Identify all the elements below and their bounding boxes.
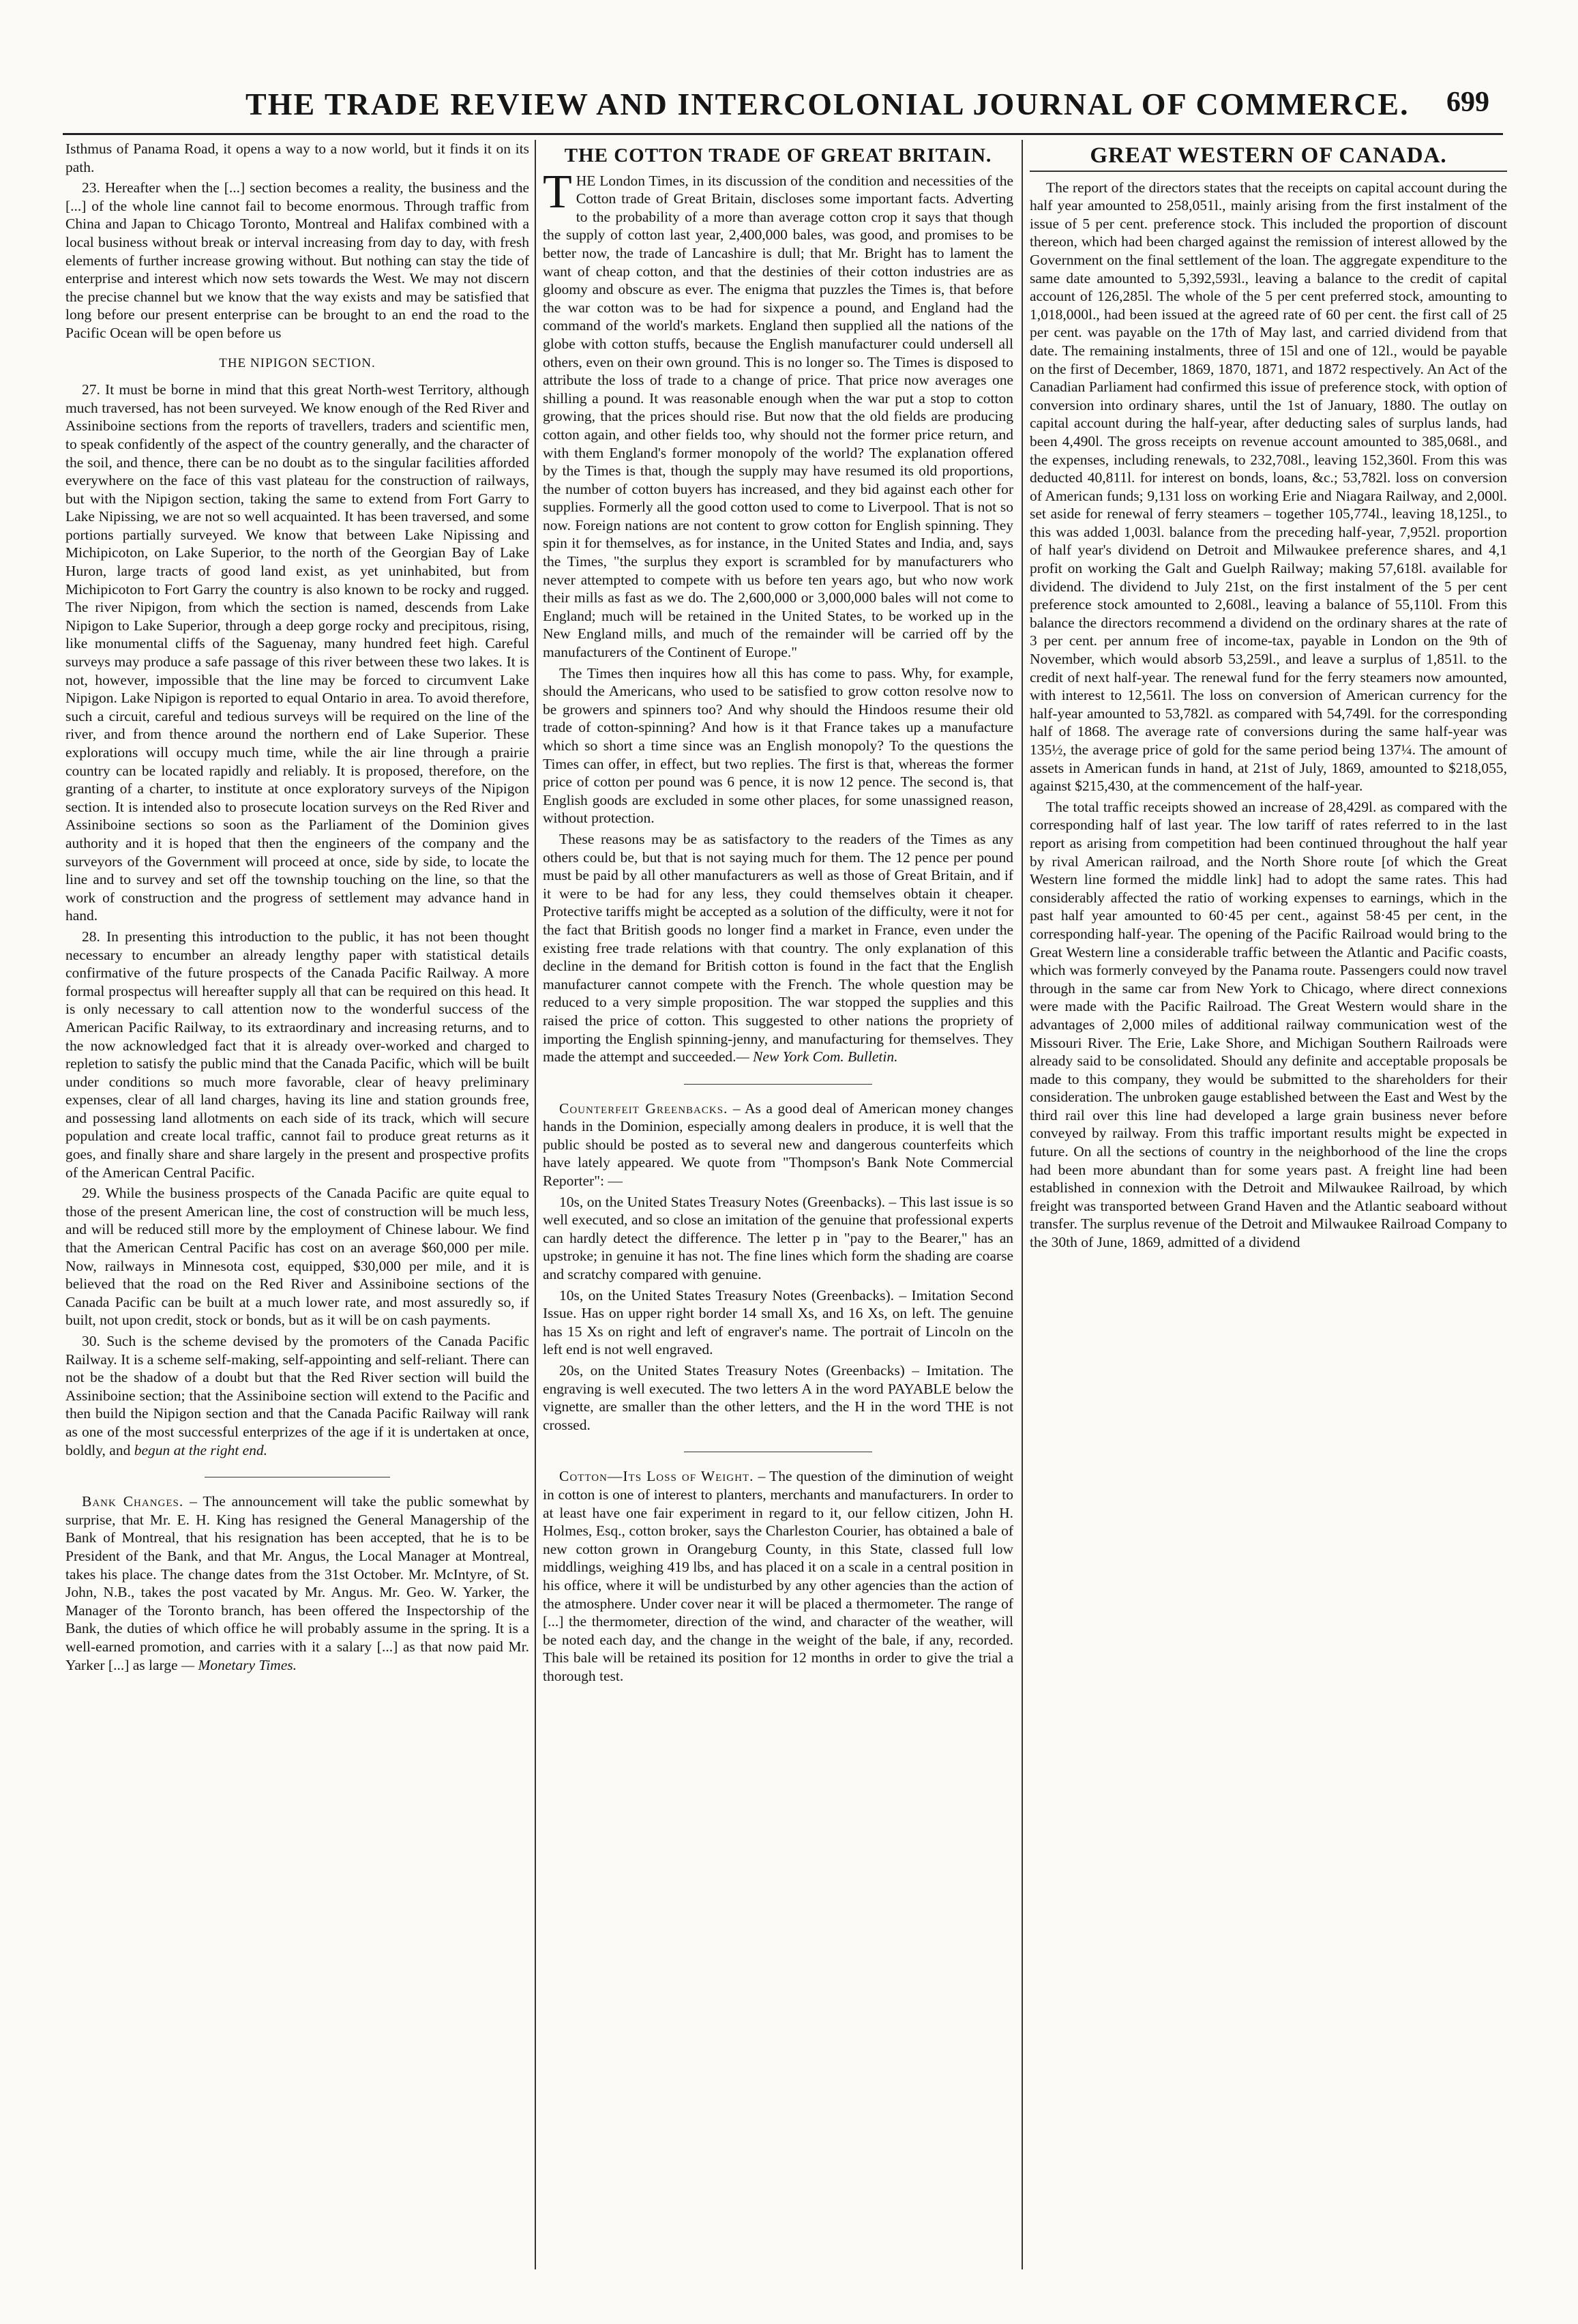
article-text: – As a good deal of American money changes hands in the Dominion, especially among dealers in produce, it is well that the public should be posted as to several new and dangerous counterfeits which have lately appeared. We quote from "Thompson's Bank Note Commercial Reporter": —: [543, 1100, 1013, 1190]
journal-title: THE TRADE REVIEW AND INTERCOLONIAL JOURNAL OF COMMERCE.: [245, 87, 1410, 121]
paragraph: The report of the directors states that the receipts on capital account during the half year amounted to 258,051l., mainly arising from the first instalment of the issue of 5 per cent. preference stock. This included the proportion of discount thereon, which had been charged against the remission of interest allowed by the Government on the final settlement of the loan. The aggregate expenditure to the same date amounted to 5,392,593l., leaving a balance to the credit of capital account of 126,285l. The whole of the 5 per cent preferred stock, amounting to 1,018,000l., had been issued at the agreed rate of 60 per cent. the first call of 25 per cent. was payable on the 17th of May last, and carried dividend from that date. The remaining instalments, three of 15l and one of 12l., would be payable on the first of December, 1869, 1870, 1871, and 1872 respectively. An Act of the Canadian Parliament had confirmed this issue of preference stock, with option of conversion into ordinary shares, until the 1st of January, 1880. The outlay on capital account during the half-year, after deducting sales of surplus lands, had been 4,490l. The gross receipts on revenue account amounted to 385,068l., and the expenses, including renewals, to 232,708l., leaving 152,360l. From this was deducted 40,811l. for interest on bonds, loans, &c.; 53,782l. loss on conversion of American funds; 9,131 loss on working Erie and Niagara Railway, and 2,000l. set aside for renewal of ferry steamers – together 105,774l., leaving 18,125l., to this was added 1,003l. balance from the preceding half-year, 7,952l. proportion of half year's dividend on Detroit and Milwaukee preference shares, and 4,1 profit on working the Galt and Guelph Railway; making 57,618l. available for dividend. The dividend to July 21st, on the first instalment of the 5 per cent preference stock amounted to 2,608l., leaving a balance of 55,110l. From this balance the directors recommend a dividend on the ordinary shares at the rate of 3 per cent. per annum free of income-tax, payable in London on the 9th of November, which would absorb 53,259l., and leave a surplus of 1,851l. to the credit of next half-year. The renewal fund for the ferry steamers now amounted, with interest to 12,561l. The loss on conversion of American currency for the half-year amounted to 53,782l. as compared with 54,749l. for the corresponding half of 1868. The average rate of conversions during the same half-year was 135½, the average price of gold for the same period being 137¼. The amount of assets in American funds in hand, at 21st of July, 1869, amounted to $218,055, against $215,430, at the commencement of the half-year.: [1030, 179, 1507, 795]
article-source: — New York Com. Bulletin.: [736, 1048, 898, 1065]
paragraph-text: HE London Times, in its discussion of the condition and necessities of the Cotton trade of Great Britain, discloses some important facts. Adverting to the probability of a more than average cotton crop it says that though the supply of cotton last year, 2,400,000 bales, was good, and promises to be better now, the trade of Lancashire is dull; that Mr. Bright has to lament the want of cheap cotton, and that the destinies of their cotton industries are as gloomy and obscure as ever. The enigma that puzzles the Times is, that before the war cotton was to be had for sixpence a pound, and England had the command of the world's markets. England then supplied all the nations of the globe with cotton stuffs, because the English manufacturer could undersell all others, even on their own ground. This is no longer so. The Times is disposed to attribute the loss of trade to a change of price. That price now averages one shilling a pound. It was reasonable enough when the war put a stop to cotton growing, that the prices should rise. But now that the old fields are producing cotton again, and other fields too, why should not the former price return, and with them England's former monopoly of the world? The explanation offered by the Times is that, though the supply may have resumed its old proportions, the number of cotton buyers has increased, and they bid against each other for supplies. Formerly all the good cotton used to come to Liverpool. That is not so now. Foreign nations are not content to grow cotton for English spinning. They spin it for themselves, as for instance, in the United States and India, and, says the Times, "the surplus they export is scrambled for by manufacturers who never attempted to compete with us before ten years ago, but who now work their mills as fast as we do. The 2,600,000 or 3,000,000 bales will not come to England; much will be retained in the United States, to be worked up in the New England mills, and much of the remainder will be carried off by the manufacturers of the Continent of Europe.": [543, 172, 1013, 661]
paragraph: The total traffic receipts showed an increase of 28,429l. as compared with the corresponding half of last year. The low tariff of rates referred to in the last report as arising from competition had been continued throughout the half year by rival American railroad, and the North Shore route [of which the Great Western line formed the middle link] had to adopt the same rates. This had considerably affected the ratio of working expenses to earnings, which in the past half year amounted to 60·45 per cent., against 58·45 per cent, in the corresponding half-year. The opening of the Pacific Railroad would bring to the Great Western line a considerable traffic between the Atlantic and Pacific coasts, which was formerly conveyed by the Panama route. Passengers could now travel through in the same car from New York to Chicago, where direct connexions were made with the Pacific Railroad. The Great Western would share in the advantages of 2,000 miles of additional railway communication west of the Missouri River. The Erie, Lake Shore, and Michigan Southern Railroads were already said to be consolidated. Should any definite and acceptable proposals be made to this company, they would be submitted to the shareholders for their consideration. The unbroken gauge established between the East and West by the third rail over this line had developed a large grain business never before conveyed by railway. From this traffic important results might be expected in future. On all the sections of country in the neighborhood of the line the crops had been more abundant than for some years past. A freight line had been established in connexion with the Detroit and Milwaukee Railroad, by which freight was transported between Grand Haven and the Atlantic seaboard without transfer. The surplus revenue of the Detroit and Milwaukee Railroad Company to the 30th of June, 1869, admitted of a dividend: [1030, 798, 1507, 1251]
paragraph: [543, 830, 1013, 1066]
article-text: – The question of the diminution of weight in cotton is one of interest to planters, merchants and manufacturers. In order to at least have one fair experiment in regard to it, our fellow citizen, John H. Holmes, Esq., cotton broker, says the Charleston Courier, has obtained a bale of new cotton grown in Orangeburg County, in this State, classed full low middlings, weighing 419 lbs, and has placed it on a scale in a central position in his office, where it will be undisturbed by any other agencies than the action of the atmosphere. Under cover near it will be placed a thermometer. The range of [...] the thermometer, direction of the wind, and character of the weather, will be noted each day, and the change in the weight of the bale, if any, recorded. This bale will be retained its position for 12 months in order to give the trial a thorough test.: [543, 1468, 1013, 1684]
paragraph: [543, 165, 1013, 662]
emphasis-text: begun at the right end.: [134, 1441, 267, 1458]
cotton-weight-article: [543, 1467, 1013, 1685]
column-1: [65, 140, 529, 2269]
column-2: [543, 140, 1013, 2269]
paragraph: 23. Hereafter when the [...] section becomes a reality, the business and the [...] of the whole line cannot fail to become enormous. Through traffic from China and Japan to Chicago Toronto, Montreal and Halifax combined with a local business without break or interval increasing from day to day, with fresh elements of further increase growing without. But nothing can stay the tide of enterprise and interest which now sets towards the West. We may not discern the precise channel but we know that the way exists and may be satisfied that long before our present enterprise can be brought to an end the road to the Pacific Ocean will be open before us: [65, 179, 529, 341]
paragraph: 27. It must be borne in mind that this great North-west Territory, although much traversed, has not been surveyed. We know enough of the Red River and Assiniboine sections from the reports of travellers, traders and scientific men, to speak confidently of the aspect of the country generally, and the character of the soil, and thence, there can be no doubt as to the singular facilities afforded everywhere on the face of this vast plateau for the construction of railways, but with the Nipigon section, taking the same to extend from Fort Garry to Lake Nipissing, we are not so well acquainted. It has been traversed, and some portions partially surveyed. We know that between Lake Nipissing and Michipicoton, on Lake Superior, to the north of the Georgian Bay of Lake Huron, large tracts of good land exist, as yet uninhabited, but from Michipicoton to Fort Garry the country is also known to be rocky and rugged. The river Nipigon, from which the section is named, descends from Lake Nipigon to Lake Superior, through a deep gorge rocky and precipitous, rising, like monumental cliffs of the Saguenay, many hundred feet high. Careful surveys may produce a safe passage of this river between these two lakes. It is not, however, impossible that the line may be forced to circumvent Lake Nipigon. Lake Nipigon is reported to equal Ontario in area. To avoid therefore, such a circuit, careful and tedious surveys will be required on the line of the river, and from thence around the northern end of Lake Superior. These explorations will occupy much time, while the air line through a prairie country can be located rapidly and reliably. It is proposed, therefore, on the granting of a charter, to institute at once exploratory surveys of the Nipigon section. It is intended also to prosecute location surveys on the Red River and Assiniboine sections so soon as the Parliament of the Dominion gives authority and it is hoped that then the engineers of the company and the surveyors of the Government will proceed at once, side by side, to locate the line and to survey and set off the township touching on the line, so that the work of construction and the progress of settlement may advance hand in hand.: [65, 381, 529, 924]
column-3: [1030, 140, 1507, 2269]
paragraph: 20s, on the United States Treasury Notes (Greenbacks) – Imitation. The engraving is well executed. The two letters A in the word PAYABLE below the vignette, are smaller than the other letters, and the H in the word THE is not crossed.: [543, 1362, 1013, 1433]
section-heading-nipigon: THE NIPIGON SECTION.: [219, 355, 376, 370]
article-lead: Cotton—Its Loss of Weight.: [559, 1468, 754, 1485]
article-text: – The announcement will take the public somewhat by surprise, that Mr. E. H. King has resigned the General Managership of the Bank of Montreal, that his resignation has been accepted, that he is to be President of the Bank, and that Mr. Angus, the Local Manager at Montreal, takes his place. The change dates from the 31st October. Mr. McIntyre, of St. John, N.B., takes the post vacated by Mr. Angus. Mr. Geo. W. Yarker, the Manager of the Toronto branch, has been offered the Inspectorship of the Bank, the duties of which office he will probably assume in the spring. It is a well-earned promotion, and carries with it a salary [...] as that now paid Mr. Yarker [...] as large: [65, 1493, 529, 1673]
paragraph: Isthmus of Panama Road, it opens a way to a now world, but it finds it on its path.: [65, 141, 529, 175]
page-number: 699: [1446, 87, 1489, 118]
paragraph: 29. While the business prospects of the Canada Pacific are quite equal to those of the present American line, the cost of construction will be much less, and will be reduced still more by the employment of Chinese labour. We find that the American Central Pacific has cost on an average $60,000 per mile. Now, railways in Minnesota cost, equipped, $30,000 per mile, and it is believed that the road on the Red River and Assiniboine sections of the Canada Pacific can be built at a much lower rate, and most assuredly so, if built, not upon credit, stock or bonds, but as it will be on cash payments.: [65, 1185, 529, 1329]
article-lead: Counterfeit Greenbacks.: [559, 1100, 728, 1117]
paragraph: 28. In presenting this introduction to the public, it has not been thought necessary to encumber an already lengthy paper with statistical details confirmative of the future prospects of the Canada Pacific Railway. A more formal prospectus will hereafter supply all that can be required on this head. It is only necessary to call attention now to the wonderful success of the American Pacific Railway, to its extraordinary and increasing returns, and to the now acknowledged fact that it is already over-worked and charged to repletion to satisfy the public mind that the Canada Pacific, which will be built under conditions so much more favorable, clear of heavy preliminary expenses, clear of all land charges, having its line and station grounds free, and possessing land allotments on each side of its track, which will secure population and create local traffic, cannot fail to produce great returns as it goes, and finally share and share largely in the present and prospective profits of the American Central Pacific.: [65, 928, 529, 1181]
paragraph-text: These reasons may be as satisfactory to the readers of the Times as any others could be, but that is not saying much for them. The 12 pence per pound must be paid by all other manufacturers as well as those of Great Britain, and if it were to be had for any less, they could themselves obtain it cheaper. Protective tariffs might be accepted as a solution of the difficulty, were it not for the fact that British goods no longer find a market in France, even under the existing free trade relations with that country. The only explanation of this decline in the demand for British cotton is found in the fact that the English manufacturer cannot compete with the French. The whole question may be reduced to a very simple proposition. The war stopped the supplies and this raised the price of cotton. This suggested to other nations the propriety of importing the English spinning-jenny, and manufacturing for themselves. They made the attempt and succeeded.: [543, 830, 1013, 1065]
paragraph: 10s, on the United States Treasury Notes (Greenbacks). – Imitation Second Issue. Has on upper right border 14 small Xs, and 16 Xs, on left. The genuine has 15 Xs on right and left of engraver's name. The portrait of Lincoln on the left end is not well engraved.: [543, 1286, 1013, 1358]
counterfeit-article: [543, 1100, 1013, 1190]
article-lead: Bank Changes.: [82, 1493, 184, 1510]
column-rule-2: [1022, 140, 1023, 2269]
drop-cap: T: [543, 165, 572, 218]
article-divider: [684, 1084, 872, 1085]
article-title-great-western: GREAT WESTERN OF CANADA.: [1030, 147, 1507, 172]
paragraph-text: 30. Such is the scheme devised by the promoters of the Canada Pacific Railway. It is a scheme self-making, self-appointing and self-reliant. There can not be the shadow of a doubt but that the Red River section will build the Assiniboine section; that the Assiniboine section will extend to the Pacific and then build the Nipigon section and that the Canada Pacific Railway will rank as one of the most successful enterprizes of the age if it is undertaken at once, boldly, and: [65, 1333, 529, 1458]
paragraph: 10s, on the United States Treasury Notes (Greenbacks). – This last issue is so well executed, and so close an imitation of the genuine that professional experts can hardly detect the difference. The letter p in "pay to the Bearer," has an upstroke; in genuine it has not. The fine lines which form the shading are coarse and scratchy compared with genuine.: [543, 1193, 1013, 1283]
article-source: — Monetary Times.: [181, 1656, 297, 1673]
masthead-rule: [63, 133, 1503, 135]
masthead: [0, 82, 1578, 130]
paragraph: [65, 1332, 529, 1459]
column-rule-1: [535, 140, 536, 2269]
article-title-cotton-trade: THE COTTON TRADE OF GREAT BRITAIN.: [564, 145, 992, 166]
bank-changes-article: [65, 1492, 529, 1674]
paragraph: The Times then inquires how all this has come to pass. Why, for example, should the Americans, who used to be satisfied to grow cotton resolve now to be growers and spinners too? And why should the Hindoos resume their old trade of cotton-spinning? And how is it that France takes up a manufacture which so short a time since was an English monopoly? To the questions the Times can offer, in effect, but two replies. The first is that, whereas the former price of cotton per pound was 6 pence, it is now 12 pence. The second is, that English goods are excluded in some other places, for some unassigned reason, without protection.: [543, 664, 1013, 827]
